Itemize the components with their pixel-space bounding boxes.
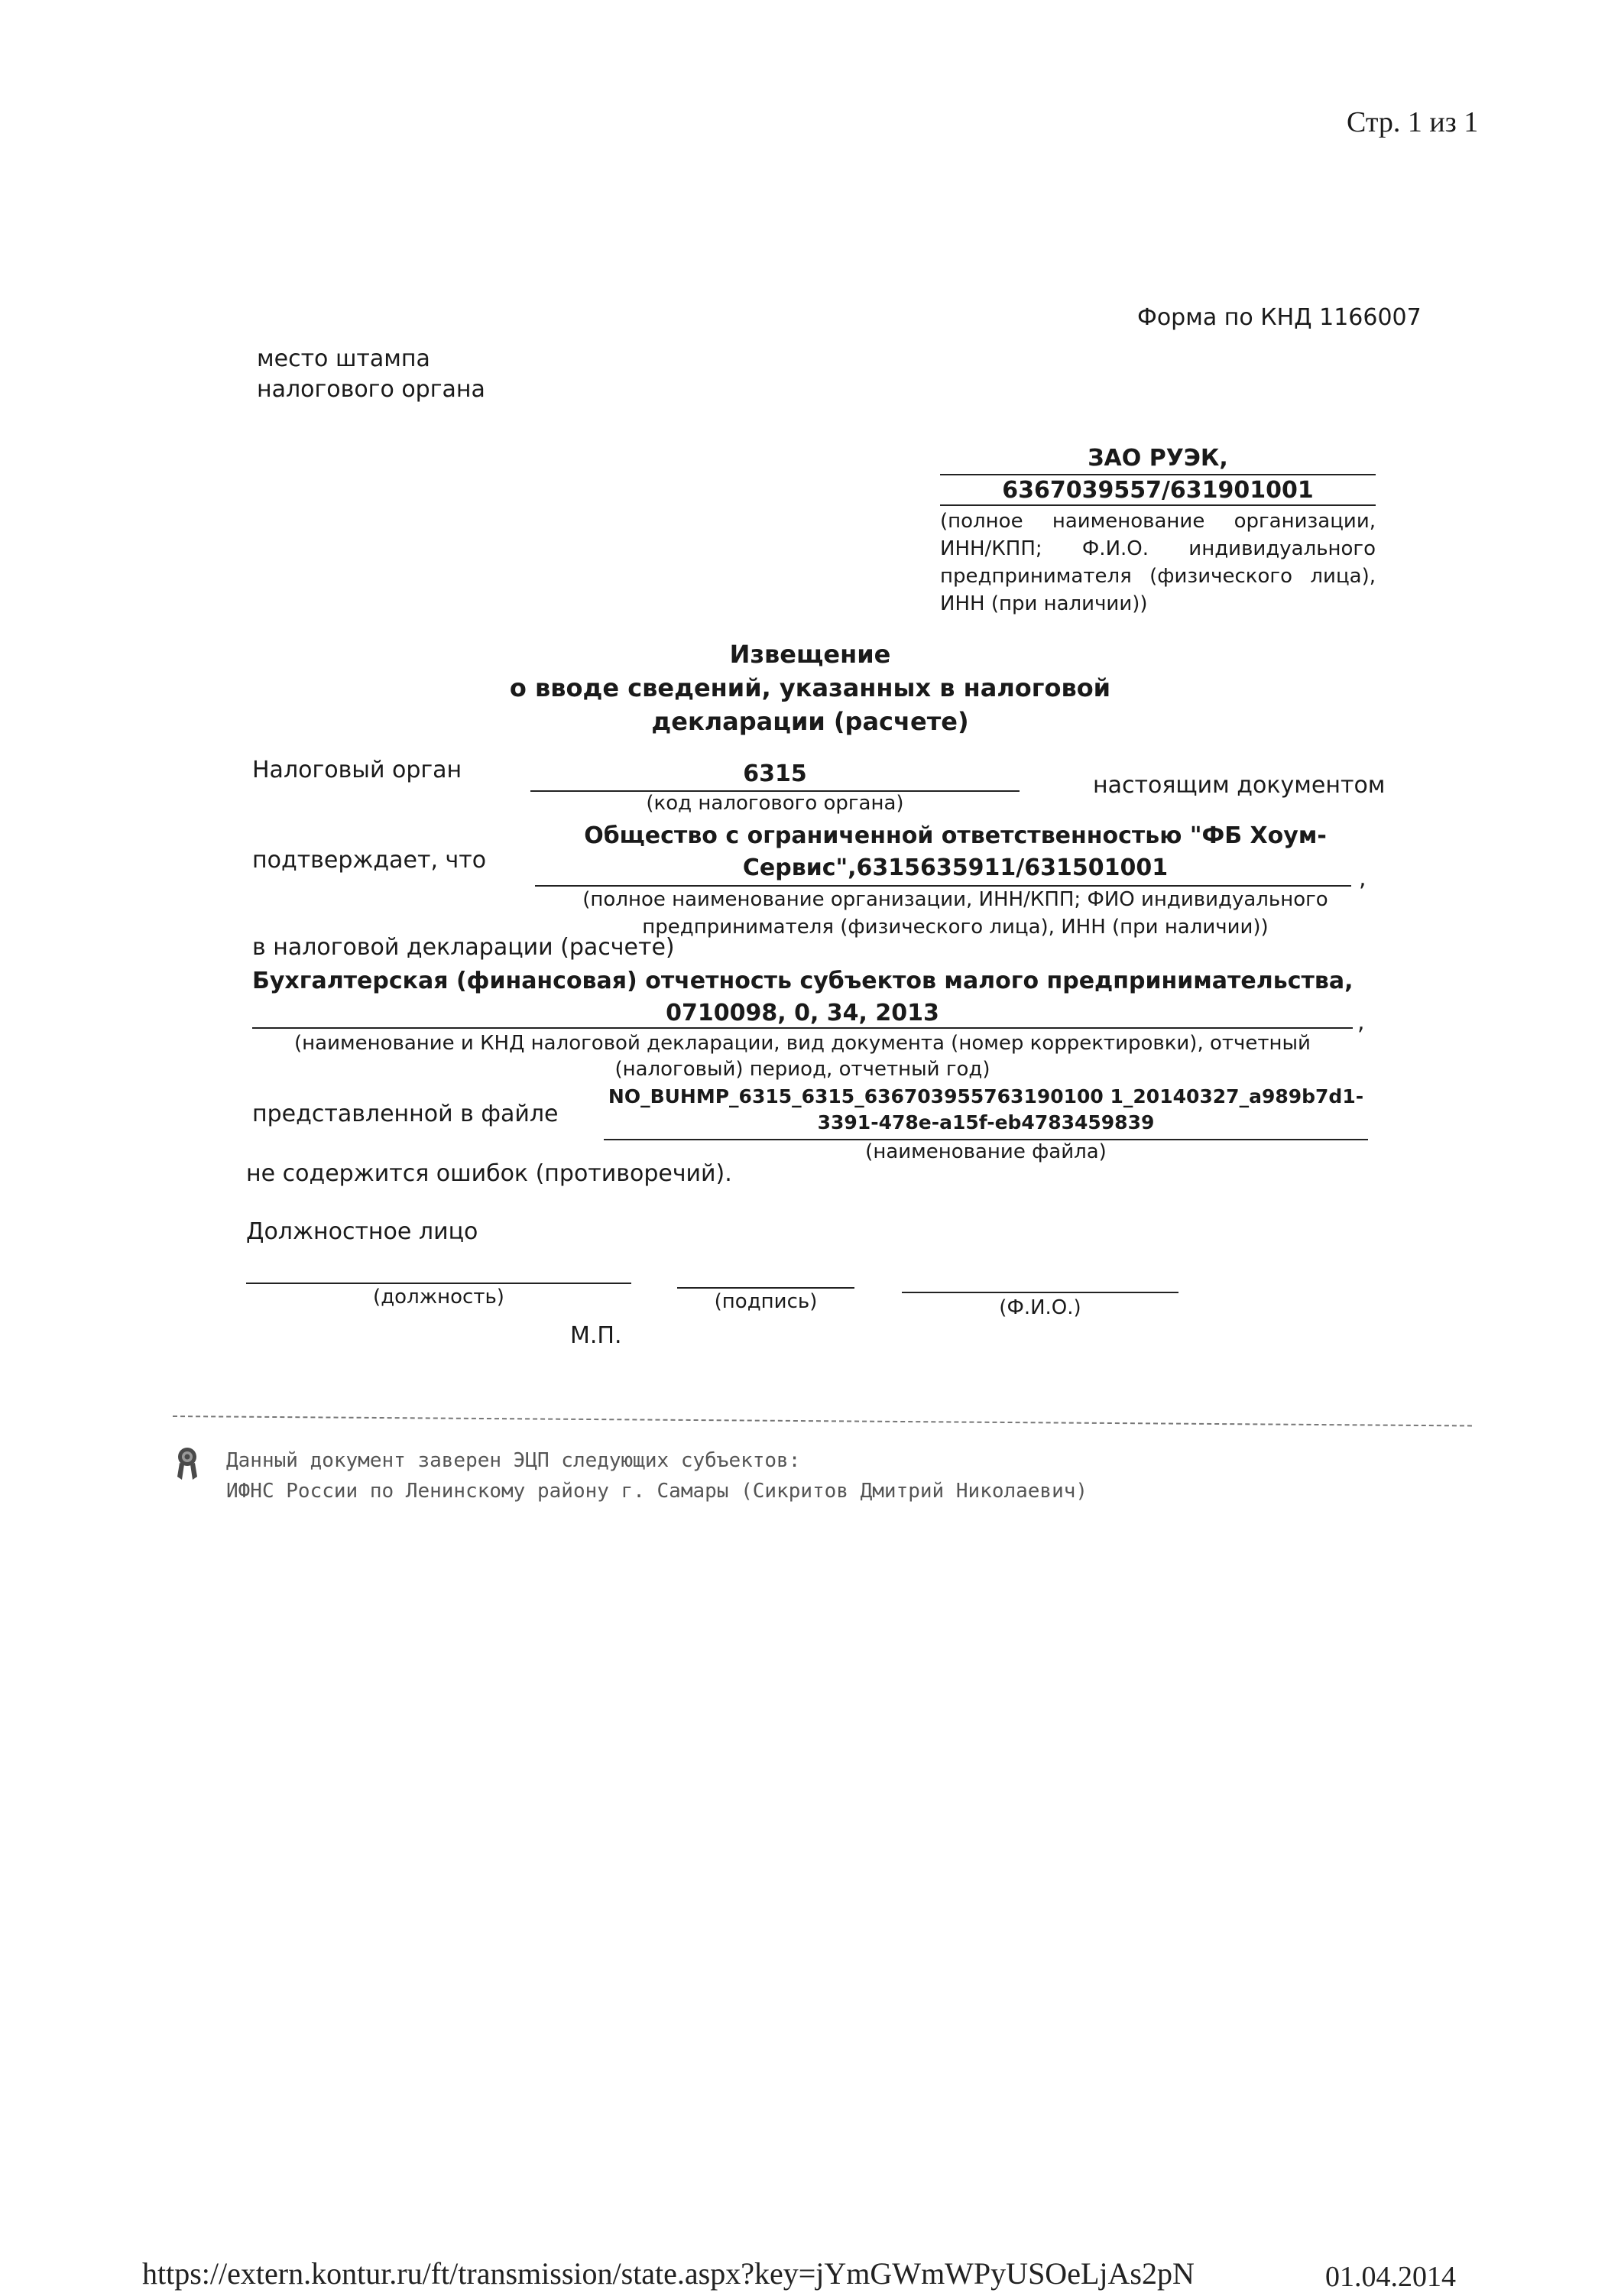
declaration-name-line1: Бухгалтерская (финансовая) отчетность субъектов малого предпринимательства, <box>252 968 1354 994</box>
declaration-caption-2: (налоговый) период, отчетный год) <box>614 1058 990 1081</box>
tax-authority-code: 6315 <box>743 760 807 787</box>
confirms-label: подтверждает, что <box>252 847 487 874</box>
footer-url: https://extern.kontur.ru/ft/transmission/state.aspx?key=jYmGWmWPyUSOeLjAs2pN <box>142 2256 1195 2291</box>
confirmed-org-caption-2: предпринимателя (физического лица), ИНН (при наличии)) <box>642 916 1269 939</box>
declaration-caption-1: (наименование и КНД налоговой декларации, вид документа (номер корректировки), отчетный <box>294 1032 1311 1055</box>
stamp-place-line2: налогового органа <box>257 376 485 403</box>
separator-dashed <box>173 1416 1472 1426</box>
file-name-line1: NO_BUHMP_6315_6315_636703955763190100 1_20140327_a989b7d1- <box>608 1085 1364 1107</box>
recipient-caption-2: ИНН/КПП; Ф.И.О. индивидуального <box>940 537 1376 560</box>
confirmed-org-line2: Сервис",6315635911/631501001 <box>742 855 1169 881</box>
recipient-caption-4: ИНН (при наличии)) <box>940 592 1148 615</box>
confirmed-org-comma: , <box>1359 865 1367 892</box>
recipient-caption-3: предпринимателя (физического лица), <box>940 565 1376 588</box>
form-code: Форма по КНД 1166007 <box>1137 304 1422 331</box>
recipient-name: ЗАО РУЭК, <box>1088 445 1228 472</box>
stamp-place-line1: место штампа <box>257 345 430 372</box>
no-errors-text: не содержится ошибок (противоречий). <box>246 1160 732 1187</box>
tax-authority-label: Налоговый орган <box>252 757 462 783</box>
tax-authority-caption: (код налогового органа) <box>646 792 904 815</box>
declaration-name-line2: 0710098, 0, 34, 2013 <box>666 1000 939 1026</box>
tax-authority-suffix: настоящим документом <box>1093 772 1386 799</box>
seal-icon <box>176 1446 199 1481</box>
doc-title: Извещение <box>729 640 891 669</box>
doc-title-line3: декларации (расчете) <box>651 707 969 736</box>
fio-caption: (Ф.И.О.) <box>999 1296 1081 1319</box>
seal-place: М.П. <box>570 1322 622 1349</box>
position-caption: (должность) <box>373 1286 504 1309</box>
file-label: представленной в файле <box>252 1101 559 1127</box>
doc-title-line2: о вводе сведений, указанных в налоговой <box>509 673 1111 702</box>
confirmed-org-line1: Общество с ограниченной ответственностью "ФБ Хоум- <box>584 822 1327 849</box>
ecp-line2: ИФНС России по Ленинскому району г. Самары (Сикритов Дмитрий Николаевич) <box>226 1480 1088 1503</box>
ecp-line1: Данный документ заверен ЭЦП следующих субъектов: <box>226 1449 801 1472</box>
declaration-name-line <box>252 1027 1353 1029</box>
footer-date: 01.04.2014 <box>1325 2261 1456 2293</box>
file-caption: (наименование файла) <box>865 1140 1107 1163</box>
recipient-inn-line <box>940 504 1376 506</box>
page-counter: Стр. 1 из 1 <box>1347 106 1479 138</box>
declaration-comma: , <box>1357 1009 1365 1036</box>
recipient-caption-1: (полное наименование организации, <box>940 510 1376 533</box>
signature-caption: (подпись) <box>714 1290 818 1313</box>
fio-line <box>902 1292 1178 1293</box>
recipient-inn-kpp: 6367039557/631901001 <box>1002 477 1314 504</box>
official-label: Должностное лицо <box>246 1218 478 1245</box>
declaration-label: в налоговой декларации (расчете) <box>252 934 675 961</box>
file-name-line2: 3391-478e-a15f-eb4783459839 <box>817 1111 1155 1133</box>
confirmed-org-caption-1: (полное наименование организации, ИНН/КПП; ФИО индивидуального <box>582 888 1328 911</box>
